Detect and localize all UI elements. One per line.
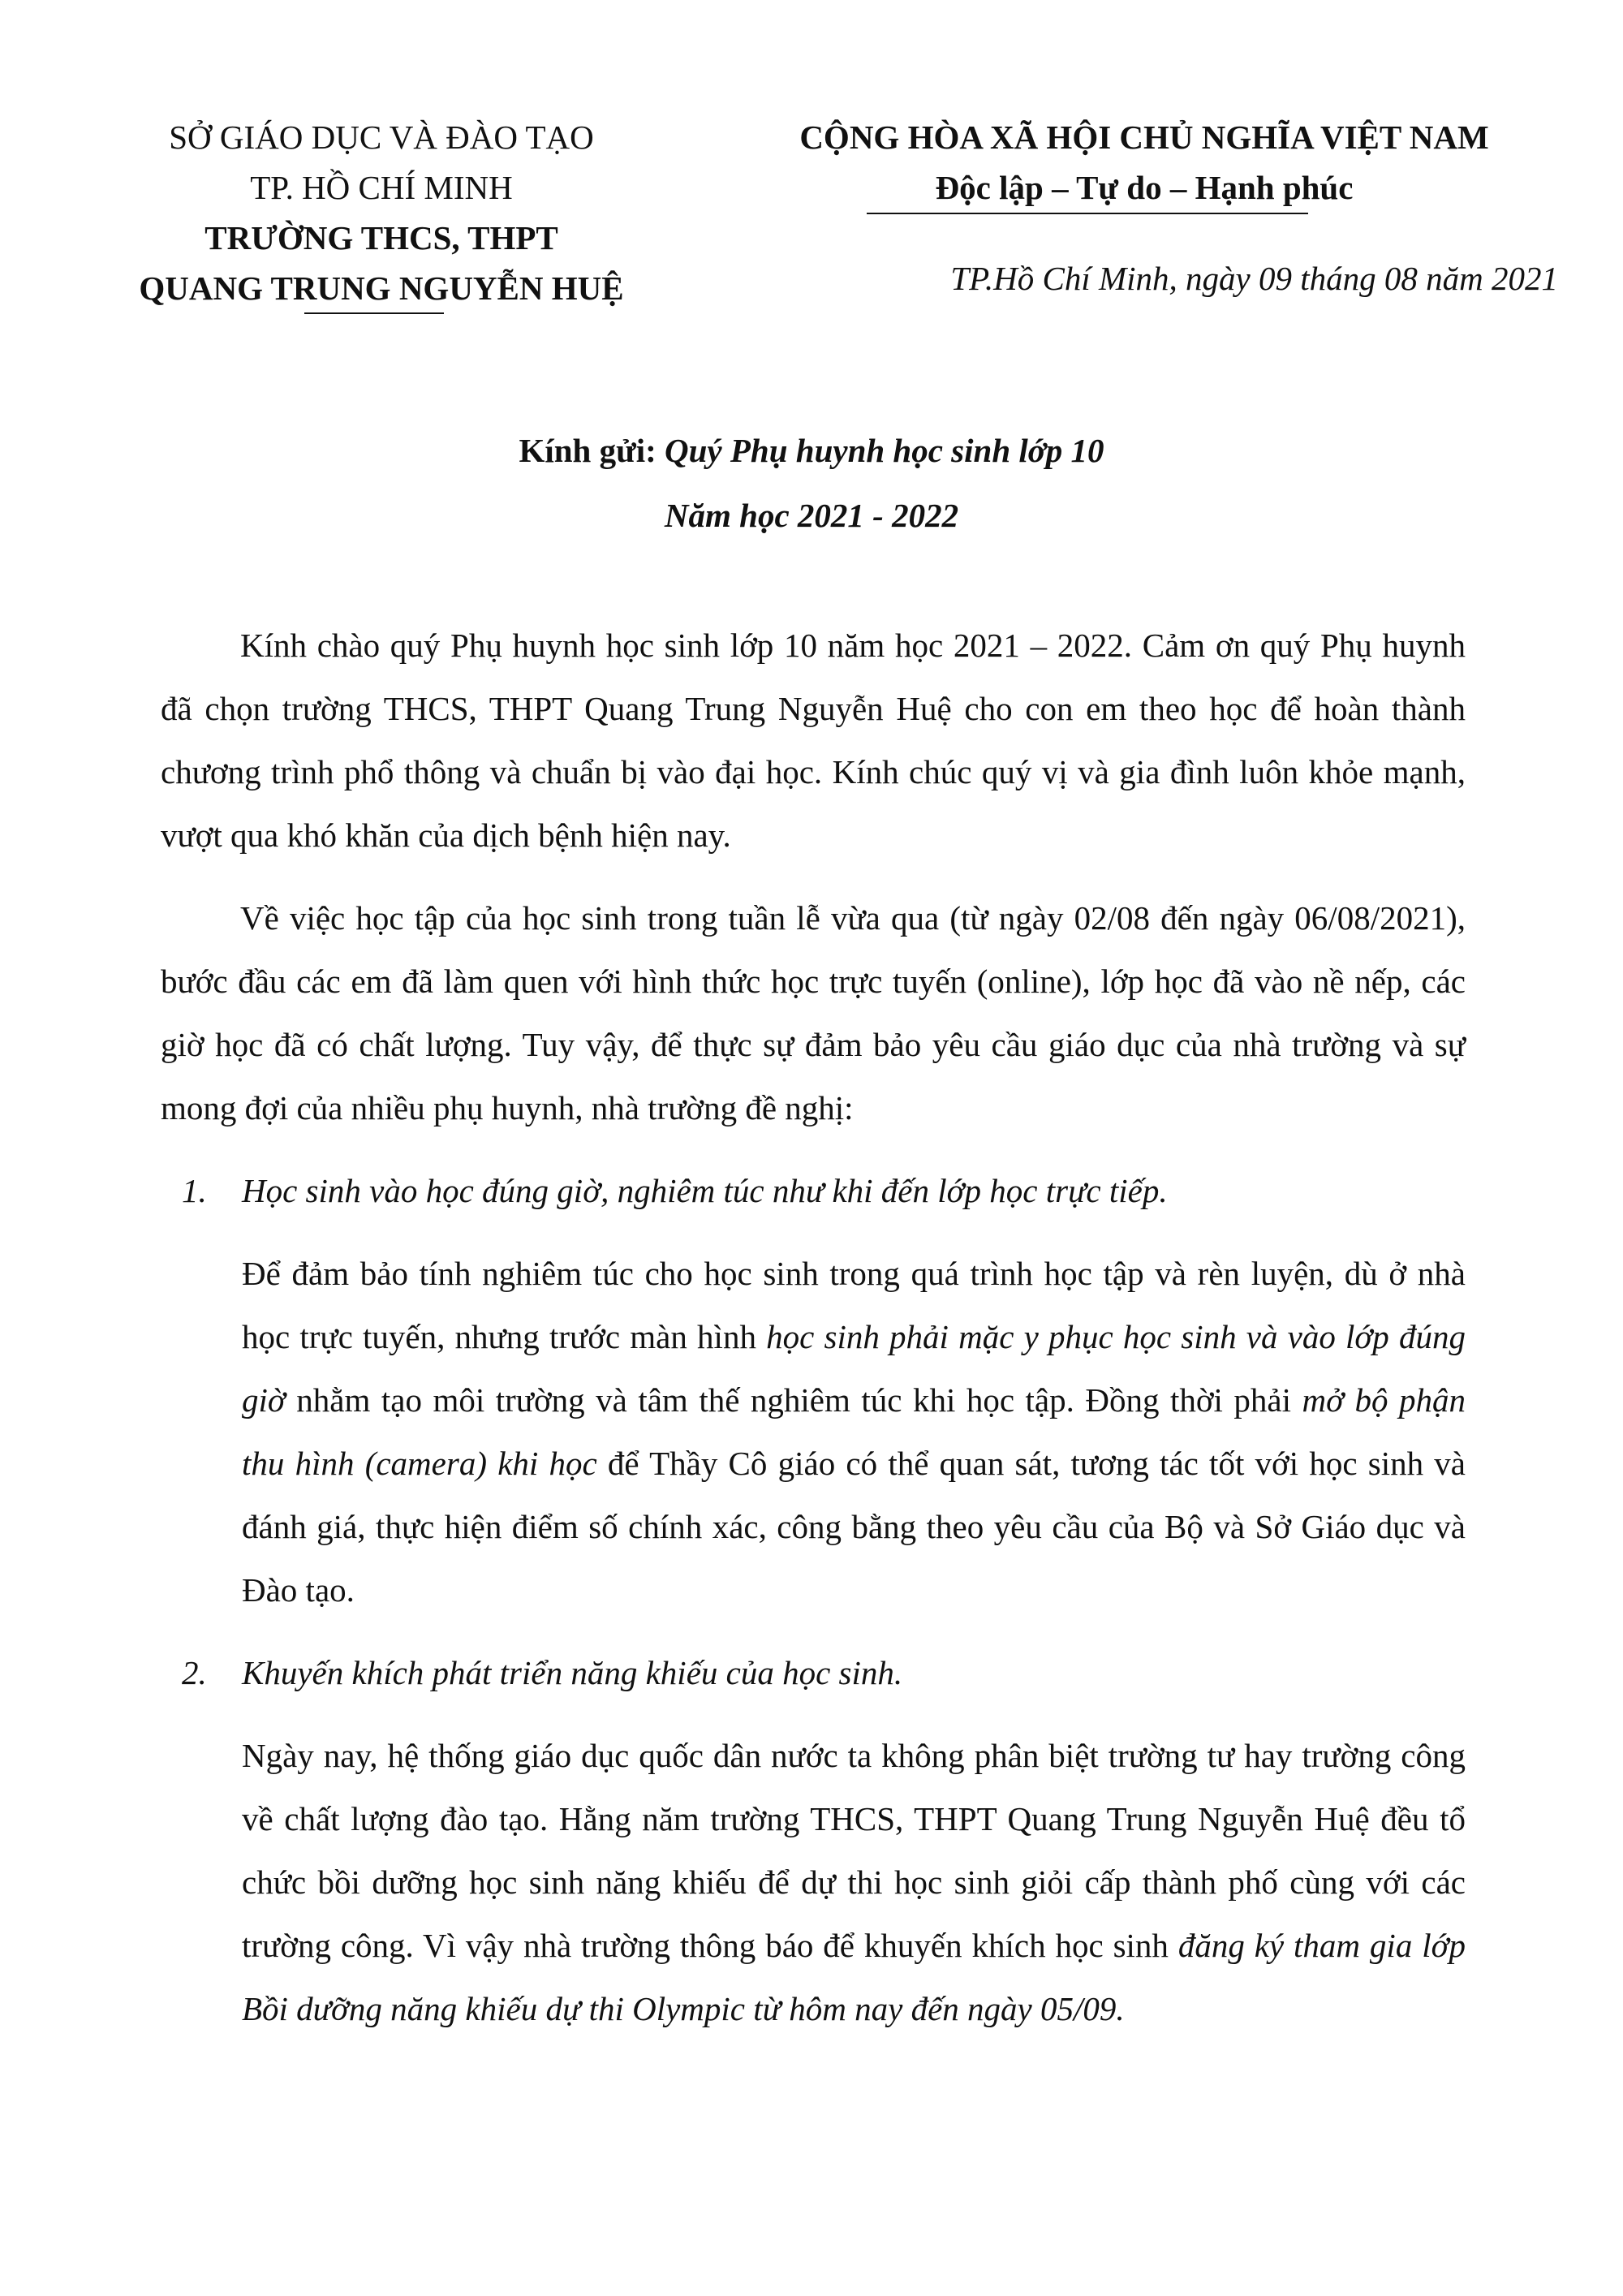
letter-body bbox=[161, 614, 1466, 2060]
list-item-emphasis: đăng ký tham gia lớp Bồi dưỡng năng khiếu dự thi Olympic từ hôm nay đến ngày 05/09. bbox=[242, 1927, 1466, 2027]
list-item-number: 2. bbox=[182, 1654, 207, 1691]
issuer-department: SỞ GIÁO DỤC VÀ ĐÀO TẠO bbox=[169, 118, 594, 156]
list-item-heading bbox=[161, 1159, 1466, 1222]
recipient-name: Quý Phụ huynh học sinh lớp 10 bbox=[665, 432, 1104, 469]
list-item-heading bbox=[161, 1641, 1466, 1704]
motto-underline bbox=[867, 213, 1308, 214]
national-title: CỘNG HÒA XÃ HỘI CHỦ NGHĨA VIỆT NAM bbox=[799, 118, 1489, 156]
list-item-body bbox=[242, 1724, 1466, 2040]
greeting-paragraph: Kính chào quý Phụ huynh học sinh lớp 10 năm học 2021 – 2022. Cảm ơn quý Phụ huynh đã chọn trường THCS, THPT Quang Trung Nguyễn Huệ cho con em theo học để hoàn thành chương trình phổ thông và chuẩn bị vào đại học. Kính chúc quý vị và gia đình luôn khỏe mạnh, vượt qua khó khăn của dịch bệnh hiện nay. bbox=[161, 627, 1466, 854]
list-item-number: 1. bbox=[182, 1172, 207, 1209]
list-item-text: nhằm tạo môi trường và tâm thế nghiêm túc khi học tập. Đồng thời phải bbox=[285, 1381, 1302, 1419]
list-item-body bbox=[242, 1242, 1466, 1622]
issuer-header bbox=[122, 112, 641, 313]
issuer-school-name-line2: QUANG TRUNG NGUYỄN HUỆ bbox=[139, 269, 624, 307]
list-item-text: Ngày nay, hệ thống giáo dục quốc dân nước ta không phân biệt trường tư hay trường công về chất lượng đào tạo. Hằng năm trường THCS, THPT Quang Trung Nguyễn Huệ đều tổ chức bồi dưỡng học sinh năng khiếu để dự thi học sinh giỏi cấp thành phố cùng với các trường công. Vì vậy nhà trường thông báo để khuyến khích học sinh bbox=[242, 1737, 1466, 1964]
school-year: Năm học 2021 - 2022 bbox=[664, 497, 959, 534]
list-item-text: Để đảm bảo tính nghiêm túc cho học sinh trong quá trình học tập và rèn luyện, dù ở nhà học trực tuyến, nhưng trước màn hình bbox=[242, 1255, 1466, 1355]
recipient-prefix: Kính gửi: bbox=[519, 432, 665, 469]
list-item-title: Học sinh vào học đúng giờ, nghiêm túc như khi đến lớp học trực tiếp. bbox=[242, 1172, 1168, 1209]
recipient-line bbox=[0, 418, 1623, 483]
list-item-emphasis: học sinh phải mặc y phục học sinh và vào lớp đúng giờ bbox=[242, 1318, 1466, 1419]
recipient-block bbox=[0, 418, 1623, 548]
issuer-city: TP. HỒ CHÍ MINH bbox=[250, 169, 513, 206]
national-header bbox=[738, 112, 1550, 213]
issuer-school-name: TRƯỜNG THCS, THPT bbox=[204, 219, 558, 256]
date-line: TP.Hồ Chí Minh, ngày 09 tháng 08 năm 2021 bbox=[950, 260, 1558, 297]
list-item-title: Khuyến khích phát triển năng khiếu của học sinh. bbox=[242, 1654, 903, 1691]
list-item-text: để Thầy Cô giáo có thể quan sát, tương tác tốt với học sinh và đánh giá, thực hiện điểm số chính xác, công bằng theo yêu cầu của Bộ và Sở Giáo dục và Đào tạo. bbox=[242, 1445, 1466, 1609]
list-item-emphasis: mở bộ phận thu hình (camera) khi học bbox=[242, 1381, 1466, 1482]
issuer-underline bbox=[304, 312, 444, 314]
context-paragraph: Về việc học tập của học sinh trong tuần lễ vừa qua (từ ngày 02/08 đến ngày 06/08/2021), bước đầu các em đã làm quen với hình thức học trực tuyến (online), lớp học đã vào nề nếp, các giờ học đã có chất lượng. Tuy vậy, để thực sự đảm bảo yêu cầu giáo dục của nhà trường và sự mong đợi của nhiều phụ huynh, nhà trường đề nghị: bbox=[161, 899, 1466, 1126]
national-motto: Độc lập – Tự do – Hạnh phúc bbox=[935, 169, 1354, 206]
